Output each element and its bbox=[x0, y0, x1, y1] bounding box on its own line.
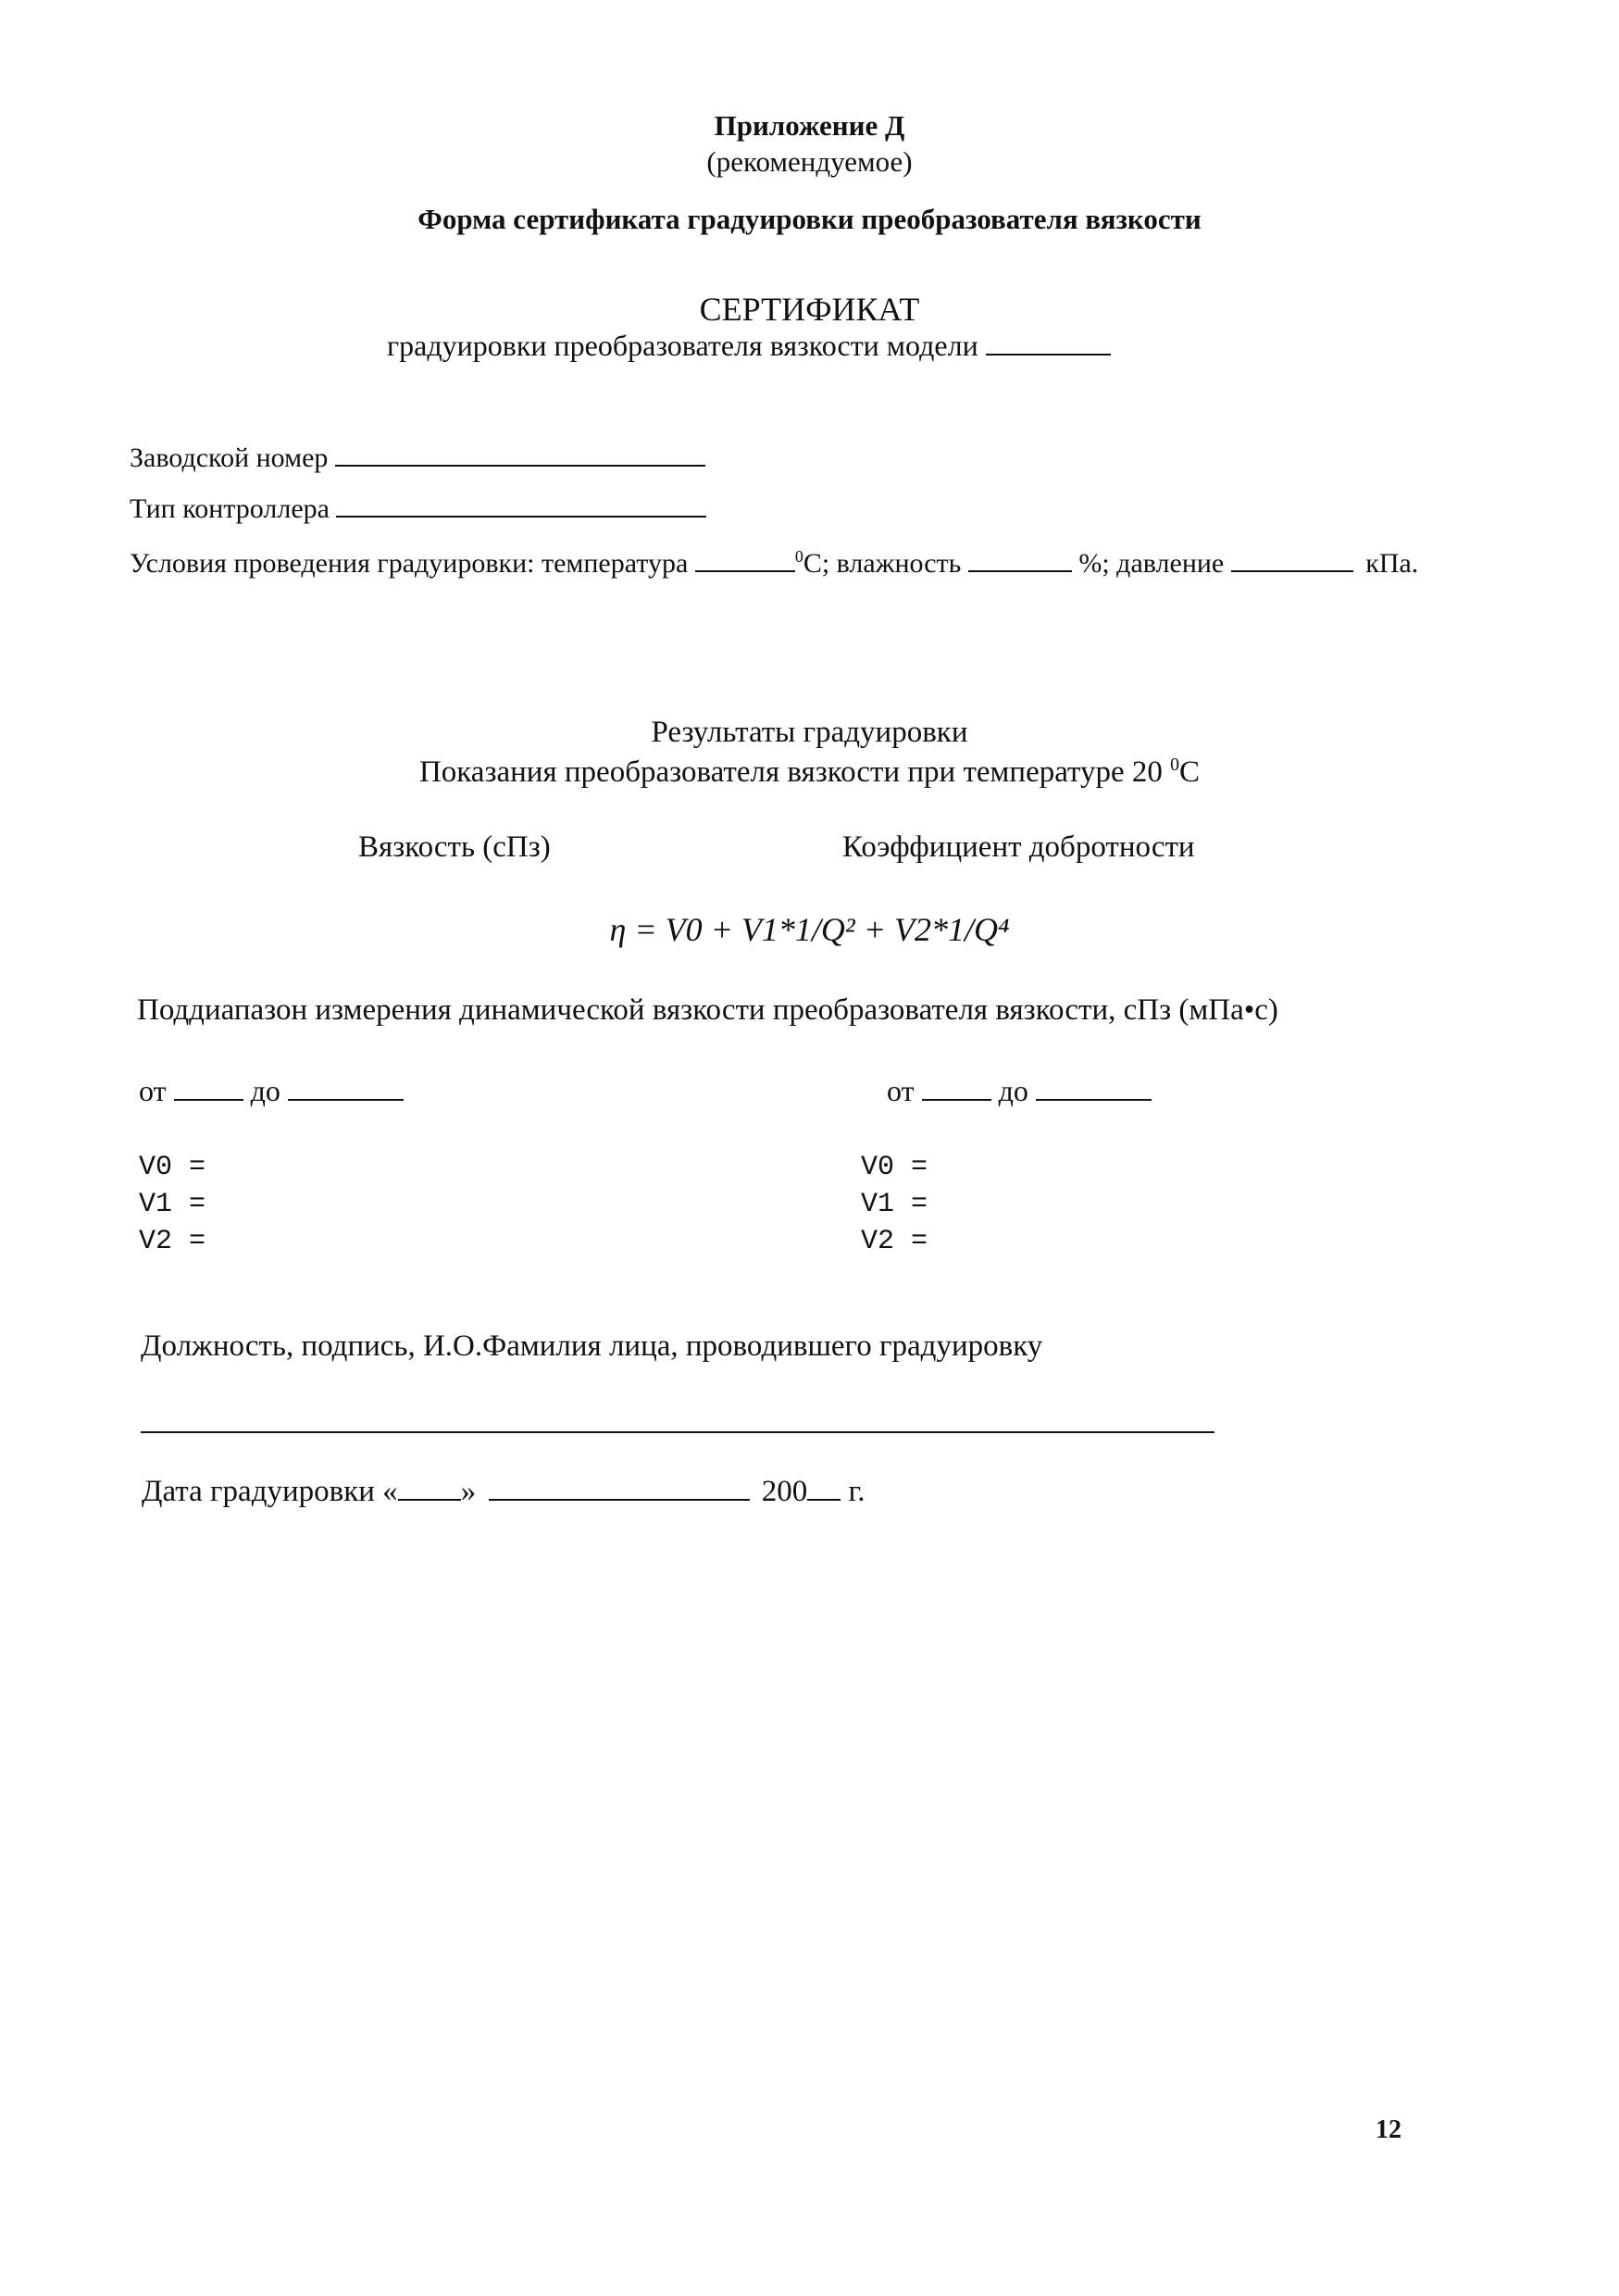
viscosity-column-label: Вязкость (сПз) bbox=[358, 830, 551, 864]
form-title: Форма сертификата градуировки преобразователя вязкости bbox=[417, 203, 1202, 235]
range-left-to-label: до bbox=[250, 1074, 280, 1107]
pressure-unit: кПа. bbox=[1365, 548, 1419, 579]
date-label: Дата градуировки « bbox=[142, 1475, 398, 1508]
serial-number-label: Заводской номер bbox=[130, 443, 329, 473]
coefficient-v2-right: V2 = bbox=[861, 1226, 928, 1257]
results-subtitle-text: Показания преобразователя вязкости при температуре 20 bbox=[418, 755, 1163, 789]
temperature-blank[interactable] bbox=[695, 570, 795, 572]
range-left-from-blank[interactable] bbox=[174, 1099, 243, 1101]
coefficient-v1-right: V1 = bbox=[861, 1189, 928, 1220]
certificate-title: СЕРТИФИКАТ bbox=[699, 291, 920, 328]
date-day-blank[interactable] bbox=[398, 1499, 461, 1501]
signature-line[interactable] bbox=[141, 1431, 1214, 1433]
coefficient-v0-left: V0 = bbox=[139, 1152, 206, 1183]
appendix-note: (рекомендуемое) bbox=[706, 145, 913, 178]
date-close-quote: » bbox=[460, 1475, 477, 1508]
range-right-from-blank[interactable] bbox=[922, 1099, 991, 1101]
temperature-unit: С; влажность bbox=[803, 548, 962, 579]
certificate-subtitle-text: градуировки преобразователя вязкости модели bbox=[387, 329, 978, 362]
range-right-to-label: до bbox=[998, 1074, 1028, 1107]
results-title: Результаты градуировки bbox=[651, 716, 968, 749]
page-number: 12 bbox=[1376, 2115, 1401, 2144]
humidity-unit: %; давление bbox=[1078, 548, 1225, 579]
certificate-subtitle bbox=[387, 329, 1111, 363]
serial-number-blank[interactable] bbox=[335, 465, 705, 467]
controller-type-label: Тип контроллера bbox=[130, 493, 330, 524]
subrange-label: Поддиапазон измерения динамической вязкости преобразователя вязкости, сПз (мПа•с) bbox=[137, 993, 1278, 1027]
coefficient-v1-left: V1 = bbox=[139, 1189, 206, 1220]
controller-type-field bbox=[130, 493, 706, 525]
year-prefix: 200 bbox=[761, 1475, 808, 1508]
coefficients-left bbox=[139, 1149, 205, 1260]
quality-column-label: Коэффициент добротности bbox=[842, 830, 1195, 864]
model-blank[interactable] bbox=[986, 354, 1111, 356]
results-unit: С bbox=[1179, 755, 1201, 789]
coefficients-right bbox=[861, 1149, 928, 1260]
signature-label: Должность, подпись, И.О.Фамилия лица, проводившего градуировку bbox=[141, 1329, 1043, 1363]
range-right-from-label: от bbox=[887, 1074, 915, 1107]
year-blank[interactable] bbox=[807, 1499, 841, 1501]
date-month-blank[interactable] bbox=[489, 1499, 750, 1501]
results-degree-mark: 0 bbox=[1170, 755, 1180, 776]
range-right-to-blank[interactable] bbox=[1036, 1099, 1152, 1101]
controller-type-blank[interactable] bbox=[336, 516, 706, 518]
humidity-blank[interactable] bbox=[968, 570, 1072, 572]
coefficient-v0-right: V0 = bbox=[861, 1152, 928, 1183]
range-left-from-label: от bbox=[139, 1074, 167, 1107]
serial-number-field bbox=[130, 443, 705, 474]
conditions-field bbox=[130, 548, 1418, 580]
year-suffix: г. bbox=[848, 1475, 866, 1508]
results-subtitle bbox=[0, 755, 1619, 790]
degree-mark: 0 bbox=[794, 547, 803, 567]
range-left-to-blank[interactable] bbox=[288, 1099, 404, 1101]
appendix-title: Приложение Д bbox=[714, 109, 905, 142]
conditions-label: Условия проведения градуировки: температура bbox=[130, 548, 689, 579]
coefficient-v2-left: V2 = bbox=[139, 1226, 206, 1257]
range-right bbox=[887, 1074, 1152, 1108]
calibration-formula: η = V0 + V1*1/Q² + V2*1/Q⁴ bbox=[609, 911, 1010, 948]
calibration-date bbox=[142, 1475, 866, 1509]
pressure-blank[interactable] bbox=[1231, 570, 1353, 572]
range-left bbox=[139, 1074, 404, 1108]
